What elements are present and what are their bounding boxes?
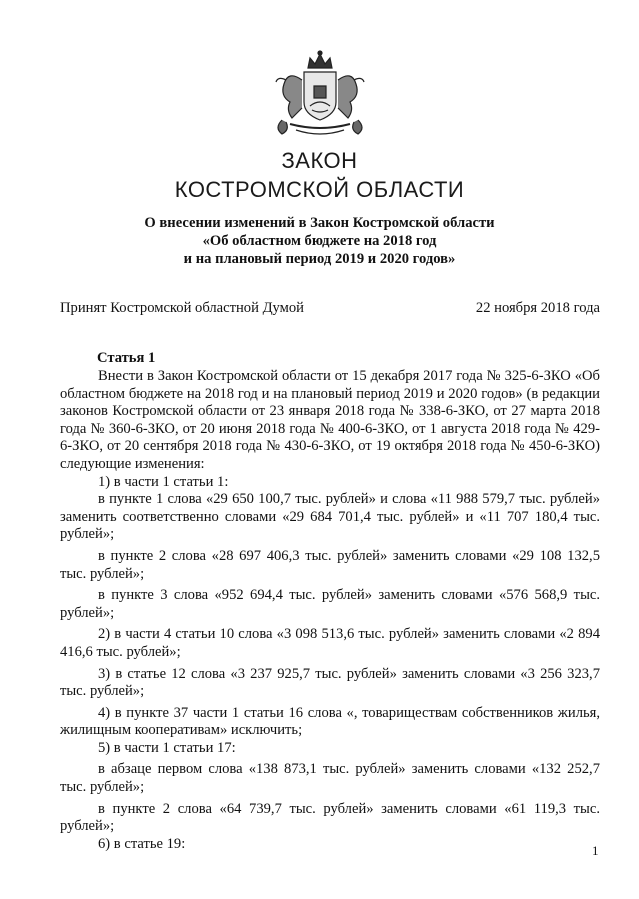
- adopted-by: Принят Костромской областной Думой: [60, 300, 304, 316]
- subject-line: «Об областном бюджете на 2018 год: [202, 233, 437, 249]
- law-subject: [0, 214, 639, 268]
- article-heading: Статья 1: [97, 350, 156, 366]
- paragraph: 5) в части 1 статьи 17:: [98, 739, 236, 756]
- paragraph: 2) в части 4 статьи 10 слова «3 098 513,6 тыс. рублей» заменить словами «2 894 416,6 тыс. рублей»;: [60, 626, 600, 660]
- paragraph: в пункте 2 слова «64 739,7 тыс. рублей» заменить словами «61 119,3 тыс. рублей»;: [60, 800, 600, 835]
- paragraph: 6) в статье 19:: [98, 835, 186, 852]
- subject-line: и на плановый период 2019 и 2020 годов»: [183, 251, 456, 267]
- paragraph: в пункте 3 слова «952 694,4 тыс. рублей» заменить словами «576 568,9 тыс. рублей»;: [60, 587, 600, 621]
- kostroma-coat-of-arms-icon: [268, 50, 372, 142]
- article-body: [60, 368, 600, 853]
- adoption-date: 22 ноября 2018 года: [475, 300, 600, 316]
- law-region-title: КОСТРОМСКОЙ ОБЛАСТИ: [174, 177, 465, 202]
- paragraph: в пункте 1 слова «29 650 100,7 тыс. рублей» и слова «11 988 579,7 тыс. рублей» заменить соответственно словами «29 684 701,4 тыс. рублей» и «11 707 180,4 тыс. рублей»;: [60, 491, 600, 543]
- paragraph: Внести в Закон Костромской области от 15 декабря 2017 года № 325-6-ЗКО «Об областном бюджете на 2018 год и на плановый период 2019 и 2020 годов» (в редакции законов Костромской области от 23 января 2018 года № 338-6-ЗКО, от 27 марта 2018 года № 360-6-ЗКО, от 20 июня 2018 года № 400-6-ЗКО, от 1 августа 2018 года № 429-6-ЗКО, от 20 сентября 2018 года № 430-6-ЗКО, от 19 октября 2018 года № 450-6-ЗКО) следующие изменения:: [60, 368, 600, 472]
- paragraph: 3) в статье 12 слова «3 237 925,7 тыс. рублей» заменить словами «3 256 323,7 тыс. рублей»;: [60, 665, 600, 700]
- adoption-row: [60, 300, 600, 317]
- paragraph: 4) в пункте 37 части 1 статьи 16 слова «, товариществам собственников жилья, жилищным кооперативам» исключить;: [60, 704, 600, 739]
- paragraph: 1) в части 1 статьи 1:: [98, 473, 229, 490]
- paragraph: в абзаце первом слова «138 873,1 тыс. рублей» заменить словами «132 252,7 тыс. рублей»;: [60, 761, 600, 796]
- page-number: 1: [592, 843, 599, 858]
- paragraph: в пункте 2 слова «28 697 406,3 тыс. рублей» заменить словами «29 108 132,5 тыс. рублей»;: [60, 547, 600, 582]
- subject-line: О внесении изменений в Закон Костромской области: [144, 215, 495, 231]
- law-title: ЗАКОН: [281, 148, 358, 173]
